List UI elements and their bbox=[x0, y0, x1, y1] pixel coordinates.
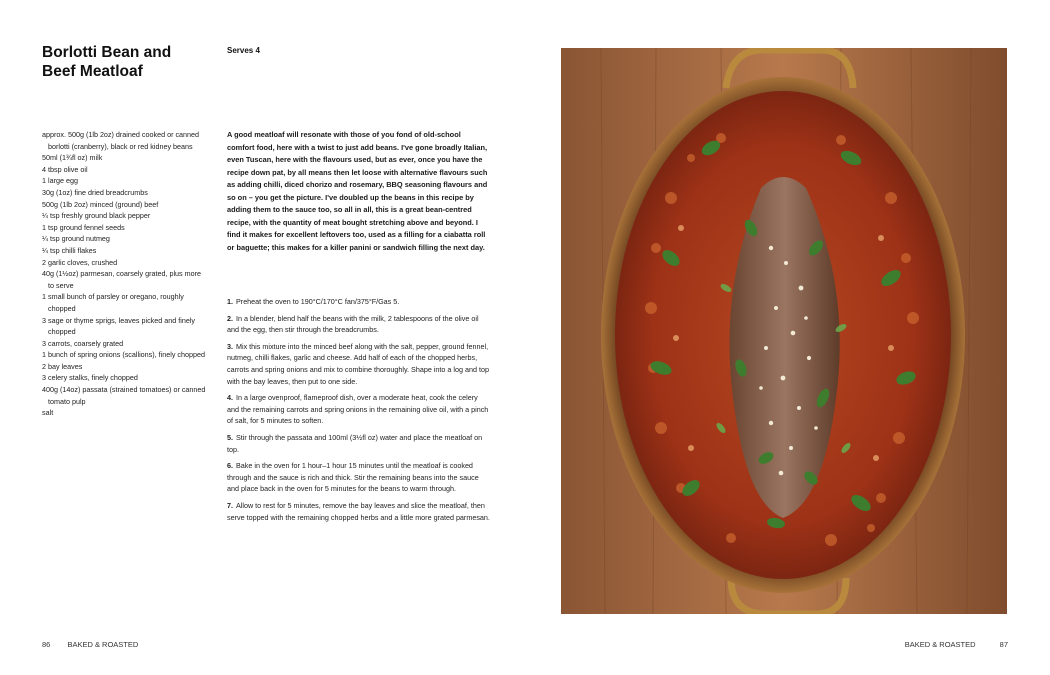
serves-label: Serves 4 bbox=[227, 46, 260, 55]
step-text: Preheat the oven to 190°C/170°C fan/375°F/Gas 5. bbox=[236, 297, 400, 306]
ingredient-item: 400g (14oz) passata (strained tomatoes) or canned tomato pulp bbox=[42, 385, 206, 406]
method-step bbox=[227, 432, 490, 455]
method-step bbox=[227, 341, 490, 387]
step-text: Mix this mixture into the minced beef along with the salt, pepper, ground fennel, nutmeg, chilli flakes, garlic and cheese. Add half of each of the chopped herbs, carrots and spring onions and mix to combine thoroughly. Shape into a log and top with the bay leaves, then put to one side. bbox=[227, 341, 489, 386]
ingredient-item: 1 large egg bbox=[42, 176, 78, 186]
ingredient-item: 3 sage or thyme sprigs, leaves picked and finely chopped bbox=[42, 315, 196, 337]
ingredient-item: 1 small bunch of parsley or oregano, roughly chopped bbox=[42, 292, 184, 313]
method-step bbox=[227, 313, 490, 336]
step-number: 5. bbox=[227, 432, 233, 442]
ingredient-item: 30g (1oz) fine dried breadcrumbs bbox=[42, 187, 148, 197]
right-page bbox=[525, 0, 1050, 675]
step-number: 7. bbox=[227, 500, 233, 510]
ingredient-item: 3 celery stalks, finely chopped bbox=[42, 373, 138, 383]
ingredient-item: ¼ tsp freshly ground black pepper bbox=[42, 211, 151, 221]
recipe-intro: A good meatloaf will resonate with those of you fond of old-school comfort food, here with a twist to just add beans. I've gone broadly Italian, even Tuscan, here with the flavours used, but as ever, once you have the recipe down pat, by all means then let loose with alternative flavours such as adding chilli, diced chorizo and rosemary, BBQ seasoning flavours and so on – you get the picture. I've doubled up the beans in this recipe by adding them to the sauce too, so all in all, this is a great bean-centred recipe, with the quantity of meat bought stretching above and beyond. I find it makes for excellent leftovers too, used as a filling for a ciabatta roll or baguette; this makes for a killer panini or sandwich filling the next day. bbox=[227, 130, 488, 252]
ingredient-item: salt bbox=[42, 408, 54, 418]
ingredient-item: ¼ tsp ground nutmeg bbox=[42, 234, 110, 244]
footer-left bbox=[42, 640, 138, 649]
step-number: 3. bbox=[227, 341, 233, 351]
ingredient-item: 3 carrots, coarsely grated bbox=[42, 338, 124, 348]
step-text: In a large ovenproof, flameproof dish, over a moderate heat, cook the celery and the remaining carrots and spring onions in the remaining olive oil, with a pinch of salt, for 5 minutes to soften. bbox=[227, 393, 489, 426]
ingredient-item: 1 bunch of spring onions (scallions), finely chopped bbox=[42, 350, 206, 360]
method-step bbox=[227, 392, 490, 427]
ingredient-item: 2 bay leaves bbox=[42, 361, 83, 371]
step-number: 2. bbox=[227, 313, 233, 323]
step-number: 4. bbox=[227, 393, 233, 403]
method-step bbox=[227, 500, 490, 523]
section-name: BAKED & ROASTED bbox=[904, 640, 976, 649]
step-number: 1. bbox=[227, 297, 233, 306]
method-step bbox=[227, 460, 490, 495]
ingredient-item: 4 tbsp olive oil bbox=[42, 164, 88, 174]
ingredient-item: approx. 500g (1lb 2oz) drained cooked or canned borlotti (cranberry), black or red kidney beans bbox=[42, 130, 200, 151]
section-name: BAKED & ROASTED bbox=[67, 640, 139, 649]
ingredient-item: 40g (1½oz) parmesan, coarsely grated, plus more to serve bbox=[42, 269, 202, 290]
ingredient-item: 50ml (1¾fl oz) milk bbox=[42, 153, 103, 163]
page-number: 86 bbox=[42, 640, 51, 649]
method-step bbox=[227, 296, 490, 308]
step-text: In a blender, blend half the beans with the milk, 2 tablespoons of the olive oil and the egg, then stir through the breadcrumbs. bbox=[227, 313, 479, 335]
dish-illustration bbox=[561, 48, 1007, 614]
method-steps bbox=[227, 296, 490, 528]
meatloaf-photo bbox=[561, 48, 1007, 614]
step-text: Bake in the oven for 1 hour–1 hour 15 minutes until the meatloaf is cooked through and the sauce is rich and thick. Stir the remaining beans into the sauce and place back in the oven for 5 minutes for the beans to warm through. bbox=[227, 461, 479, 494]
ingredient-item: 500g (1lb 2oz) minced (ground) beef bbox=[42, 199, 159, 209]
step-number: 6. bbox=[227, 461, 233, 471]
ingredient-item: 1 tsp ground fennel seeds bbox=[42, 222, 125, 232]
recipe-title: Borlotti Bean and Beef Meatloaf bbox=[42, 44, 172, 80]
footer-right bbox=[905, 640, 1008, 649]
step-text: Allow to rest for 5 minutes, remove the bay leaves and slice the meatloaf, then serve topped with the remaining chopped herbs and a little more grated parmesan. bbox=[227, 500, 490, 522]
ingredient-item: 2 garlic cloves, crushed bbox=[42, 257, 118, 267]
step-text: Stir through the passata and 100ml (3½fl oz) water and place the meatloaf on top. bbox=[227, 432, 483, 454]
page-number: 87 bbox=[999, 640, 1008, 649]
ingredients-list bbox=[42, 129, 207, 419]
ingredient-item: ¼ tsp chilli flakes bbox=[42, 245, 97, 255]
